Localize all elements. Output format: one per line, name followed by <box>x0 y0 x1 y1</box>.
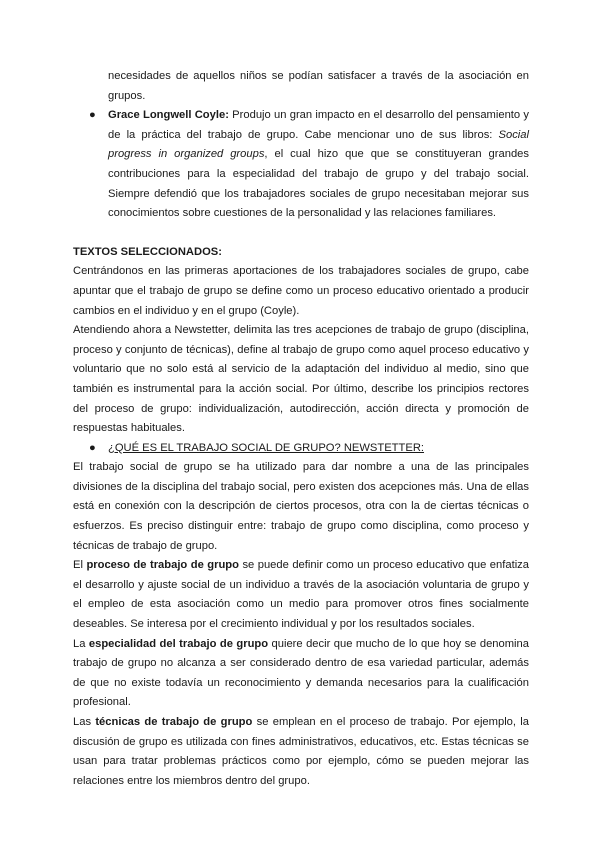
newstetter-subheading: ¿QUÉ ES EL TRABAJO SOCIAL DE GRUPO? NEWSTETTER: <box>108 441 425 454</box>
paragraph-proceso <box>73 556 529 634</box>
proceso-pre: El <box>73 559 87 572</box>
tecnicas-text: se emplean en el proceso de trabajo. Por ejemplo, la discusión de grupo es utilizada con fines administrativos, educativos, etc. Estas técnicas se usan para tratar problemas prácticos como por ejemplo, cómo se pueden mejorar las relaciones entre los miembros dentro del grupo. <box>73 716 530 787</box>
coyle-bullet-item <box>73 106 529 224</box>
paragraph-coyle-summary: Centrándonos en las primeras aportaciones de los trabajadores sociales de grupo, cabe apuntar que el trabajo de grupo se define como un proceso educativo orientado a producir cambios en el individuo y en el grupo (Coyle). <box>73 265 529 317</box>
paragraph-especialidad <box>73 635 529 713</box>
bullet-icon: ● <box>89 441 96 454</box>
paragraph-newstetter-summary: Atendiendo ahora a Newstetter, delimita las tres acepciones de trabajo de grupo (disciplina, proceso y conjunto de técnicas), define al trabajo de grupo como aquel proceso educativo y voluntario que no solo está al servicio de la adaptación del individuo al medio, sino que también es instrumental para la acción social. Por último, describe los principios rectores del proceso de grupo: individualización, autodirección, acción directa y promoción de respuestas habituales. <box>73 324 529 435</box>
proceso-text: se puede definir como un proceso educativo que enfatiza el desarrollo y ajuste social de un individuo a través de la asociación voluntaria de grupo y el empleo de esta asociación como un medio para promover otros fines socialmente deseables. Se interesa por el crecimiento individual y por los resultados sociales. <box>73 559 529 631</box>
paragraph-tecnicas <box>73 713 529 791</box>
tecnicas-pre: Las <box>73 716 96 728</box>
especialidad-term: especialidad del trabajo de grupo <box>88 637 269 650</box>
especialidad-pre: La <box>73 637 89 650</box>
coyle-text-b: , el cual hizo que que se constituyeran grandes contribuciones para la especialidad del trabajo de grupo y del trabajo social. Siempre defendió que los trabajadores sociales de grupo necesitaban mejorar sus conocimientos sobre cuestiones de la personalidad y las relaciones familiares. <box>108 148 529 220</box>
coyle-text-a: Produjo un gran impacto en el desarrollo del pensamiento y de la práctica del trabajo de grupo. Cabe mencionar uno de sus libros: <box>108 109 529 141</box>
coyle-name: Grace Longwell Coyle: <box>108 109 229 122</box>
continuation-text: necesidades de aquellos niños se podían satisfacer a través de la asociación en grupos. <box>108 70 529 102</box>
paragraph-definitions: El trabajo social de grupo se ha utilizado para dar nombre a una de las principales divisiones de la disciplina del trabajo social, pero existen dos acepciones más. Una de ellas está en conexión con la descripción de ciertos procesos, otra con la de ciertas técnicas o esfuerzos. Es preciso distinguir entre: trabajo de grupo como disciplina, como proceso y técnicas de trabajo de grupo. <box>73 461 529 552</box>
especialidad-text: quiere decir que mucho de lo que hoy se denomina trabajo de grupo no alcanza a ser considerado dentro de esa variedad particular, además de que no existe todavía un reconocimiento y demanda necesarios para la cualificación profesional. <box>73 637 529 709</box>
newstetter-bullet-item <box>73 439 529 459</box>
section-heading: TEXTOS SELECCIONADOS: <box>73 245 222 258</box>
tecnicas-term: técnicas de trabajo de grupo <box>95 716 253 728</box>
bullet-icon: ● <box>89 109 96 122</box>
document-page <box>73 0 529 791</box>
proceso-term: proceso de trabajo de grupo <box>86 559 239 572</box>
coyle-book-title: Social progress in organized groups <box>108 128 529 161</box>
